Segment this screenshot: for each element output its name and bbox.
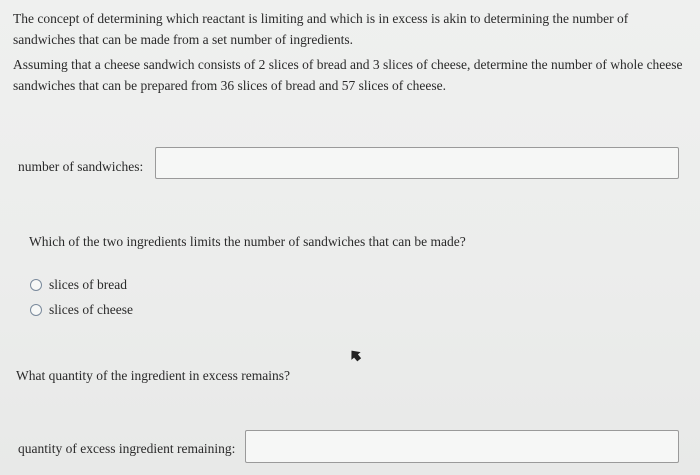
excess-question: What quantity of the ingredient in excess remains? — [16, 368, 291, 383]
mouse-pointer-icon — [349, 348, 363, 364]
option-label: slices of cheese — [49, 302, 133, 317]
option-slices-of-bread[interactable] — [30, 277, 127, 293]
option-label: slices of bread — [49, 277, 127, 292]
radio-button-icon[interactable] — [30, 279, 42, 291]
sandwiches-input[interactable] — [155, 147, 679, 179]
intro-paragraph-1: The concept of determining which reactant is limiting and which is in excess is akin to determining the number of sandwiches that can be made from a set number of ingredients. — [13, 11, 629, 47]
intro-paragraph-2: Assuming that a cheese sandwich consists of 2 slices of bread and 3 slices of cheese, determine the number of whole cheese sandwiches that can be prepared from 36 slices of bread and 57 slices of cheese. — [13, 57, 683, 93]
excess-quantity-input[interactable] — [245, 430, 679, 463]
limiting-question: Which of the two ingredients limits the number of sandwiches that can be made? — [29, 234, 466, 249]
option-slices-of-cheese[interactable] — [30, 302, 133, 318]
excess-label: quantity of excess ingredient remaining: — [18, 441, 236, 456]
sandwiches-label: number of sandwiches: — [18, 159, 144, 174]
radio-button-icon[interactable] — [30, 304, 42, 316]
